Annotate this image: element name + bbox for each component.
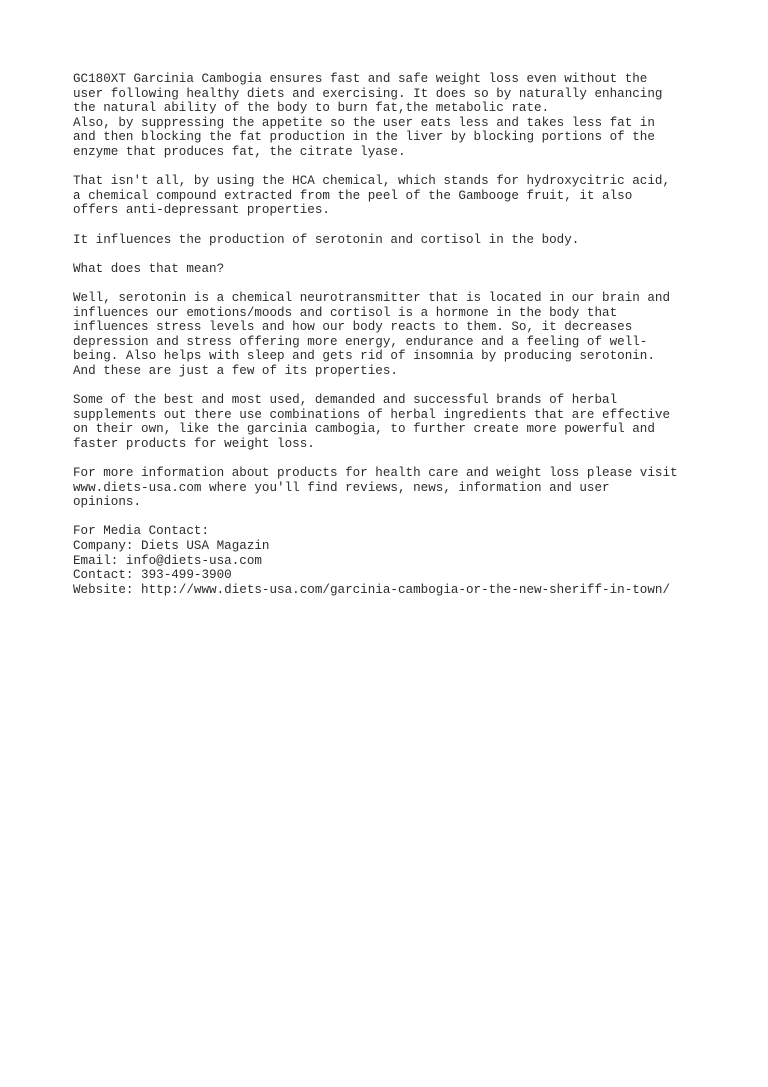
text-line: Some of the best and most used, demanded and successful brands of herbal [73,393,618,408]
paragraph-question [73,262,713,277]
text-line: influences stress levels and how our body reacts to them. So, it decreases [73,320,633,335]
text-line: faster products for weight loss. [73,436,315,451]
text-line: enzyme that produces fat, the citrate lyase. [73,144,406,159]
paragraph-more-info [73,466,713,510]
text-line: It influences the production of serotonin and cortisol in the body. [73,232,580,247]
paragraph-brands [73,393,713,451]
document-body [73,72,713,612]
text-line: What does that mean? [73,261,225,276]
text-line: opinions. [73,495,142,510]
paragraph-media-contact [73,524,713,597]
paragraph-hca [73,174,713,218]
text-line: a chemical compound extracted from the peel of the Gambooge fruit, it also [73,188,633,203]
paragraph-intro [73,72,713,160]
text-line: on their own, like the garcinia cambogia, to further create more powerful and [73,422,655,437]
text-line: Also, by suppressing the appetite so the user eats less and takes less fat in [73,115,655,130]
text-line: And these are just a few of its properties. [73,363,398,378]
media-contact-heading: For Media Contact: [73,524,210,539]
email-line: Email: info@diets-usa.com [73,553,262,568]
paragraph-explanation [73,291,713,379]
paragraph-serotonin [73,233,713,248]
text-line: influences our emotions/moods and cortisol is a hormone in the body that [73,305,618,320]
text-line: That isn't all, by using the HCA chemical, which stands for hydroxycitric acid, [73,174,671,189]
text-line: www.diets-usa.com where you'll find reviews, news, information and user [73,480,610,495]
text-line: user following healthy diets and exercising. It does so by naturally enhancing [73,86,663,101]
text-line: supplements out there use combinations of herbal ingredients that are effective [73,407,671,422]
website-line: Website: http://www.diets-usa.com/garcinia-cambogia-or-the-new-sheriff-in-town/ [73,582,671,597]
text-line: and then blocking the fat production in the liver by blocking portions of the [73,130,655,145]
text-line: depression and stress offering more energy, endurance and a feeling of well- [73,334,648,349]
text-line: the natural ability of the body to burn fat,the metabolic rate. [73,101,550,116]
phone-line: Contact: 393-499-3900 [73,568,232,583]
text-line: Well, serotonin is a chemical neurotransmitter that is located in our brain and [73,290,671,305]
text-line: offers anti-depressant properties. [73,203,330,218]
text-line: GC180XT Garcinia Cambogia ensures fast and safe weight loss even without the [73,72,648,86]
company-line: Company: Diets USA Magazin [73,539,270,553]
text-line: For more information about products for health care and weight loss please visit [73,466,678,481]
text-line: being. Also helps with sleep and gets rid of insomnia by producing serotonin. [73,349,655,364]
